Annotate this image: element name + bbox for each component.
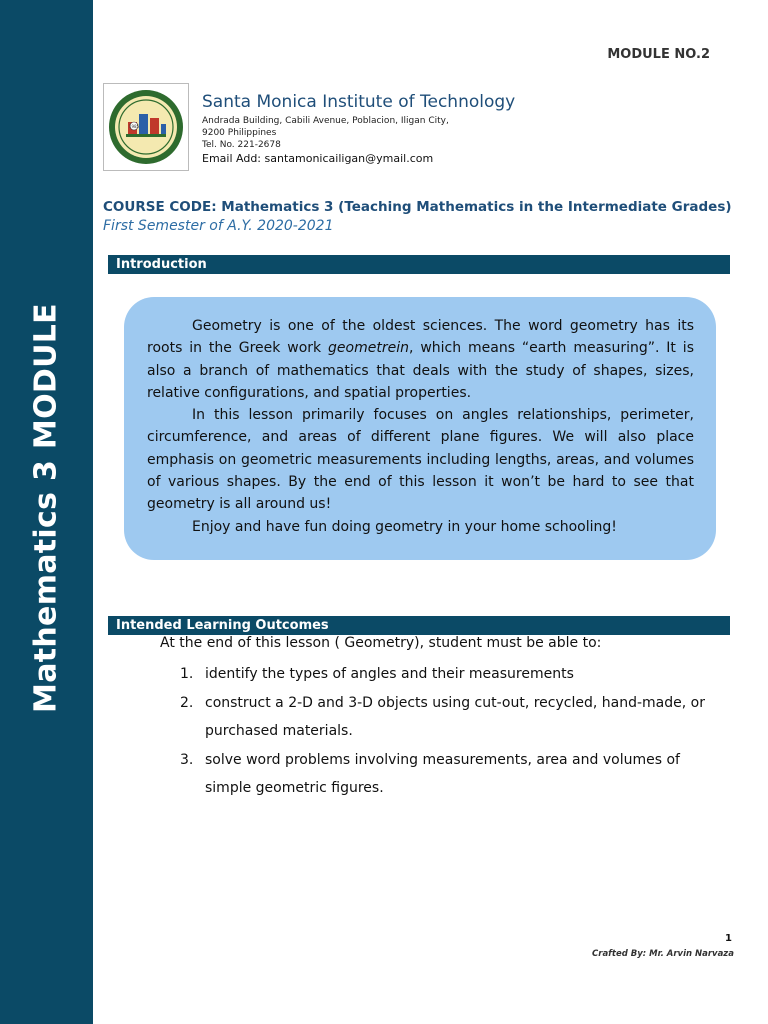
school-seal-icon [104, 84, 188, 170]
crafted-by: Crafted By: Mr. Arvin Narvaza [592, 949, 734, 959]
intro-paragraph-1: Geometry is one of the oldest sciences. The word geometry has its roots in the Greek work geometrein, which means “earth measuring”. It is also a branch of mathematics that deals with the study of shapes, sizes, relative configurations, and spatial properties. [147, 318, 694, 401]
list-item: 3. solve word problems involving measurements, area and volumes of simple geometric figures. [180, 751, 680, 796]
module-number: MODULE NO.2 [607, 47, 710, 62]
intro-paragraph-2: In this lesson primarily focuses on angles relationships, perimeter, circumference, and areas of different plane figures. We will also place emphasis on geometric measurements including lengths, areas, and volumes of various shapes. By the end of this lesson it won’t be hard to see that geometry is all around us! [147, 407, 694, 513]
address-line-2: 9200 Philippines [202, 128, 277, 138]
introduction-text [147, 315, 694, 538]
sidebar-title: Mathematics 3 MODULE [28, 303, 64, 713]
list-item: 1. identify the types of angles and their measurements [180, 666, 574, 682]
course-code-label: COURSE CODE: [103, 199, 222, 215]
outcomes-list [180, 660, 720, 803]
intro-paragraph-3: Enjoy and have fun doing geometry in your home schooling! [192, 518, 617, 535]
address-line-1: Andrada Building, Cabili Avenue, Poblacion, Iligan City, [202, 116, 449, 126]
course-code-value: Mathematics 3 (Teaching Mathematics in the Intermediate Grades) [221, 199, 732, 215]
school-name: Santa Monica Institute of Technology [202, 92, 516, 112]
outcomes-lead: At the end of this lesson ( Geometry), student must be able to: [160, 635, 602, 651]
page-number: 1 [725, 933, 732, 944]
course-code [103, 199, 732, 215]
svg-text:1985: 1985 [128, 124, 140, 129]
outcomes-heading: Intended Learning Outcomes [108, 616, 730, 635]
list-item: 2. construct a 2-D and 3-D objects using cut-out, recycled, hand-made, or purchased materials. [180, 694, 705, 739]
sidebar [0, 0, 93, 1024]
telephone: Tel. No. 221-2678 [202, 140, 281, 150]
school-logo [103, 83, 189, 171]
introduction-heading: Introduction [108, 255, 730, 274]
email-address: Email Add: santamonicailigan@ymail.com [202, 152, 434, 165]
semester: First Semester of A.Y. 2020-2021 [103, 218, 334, 234]
